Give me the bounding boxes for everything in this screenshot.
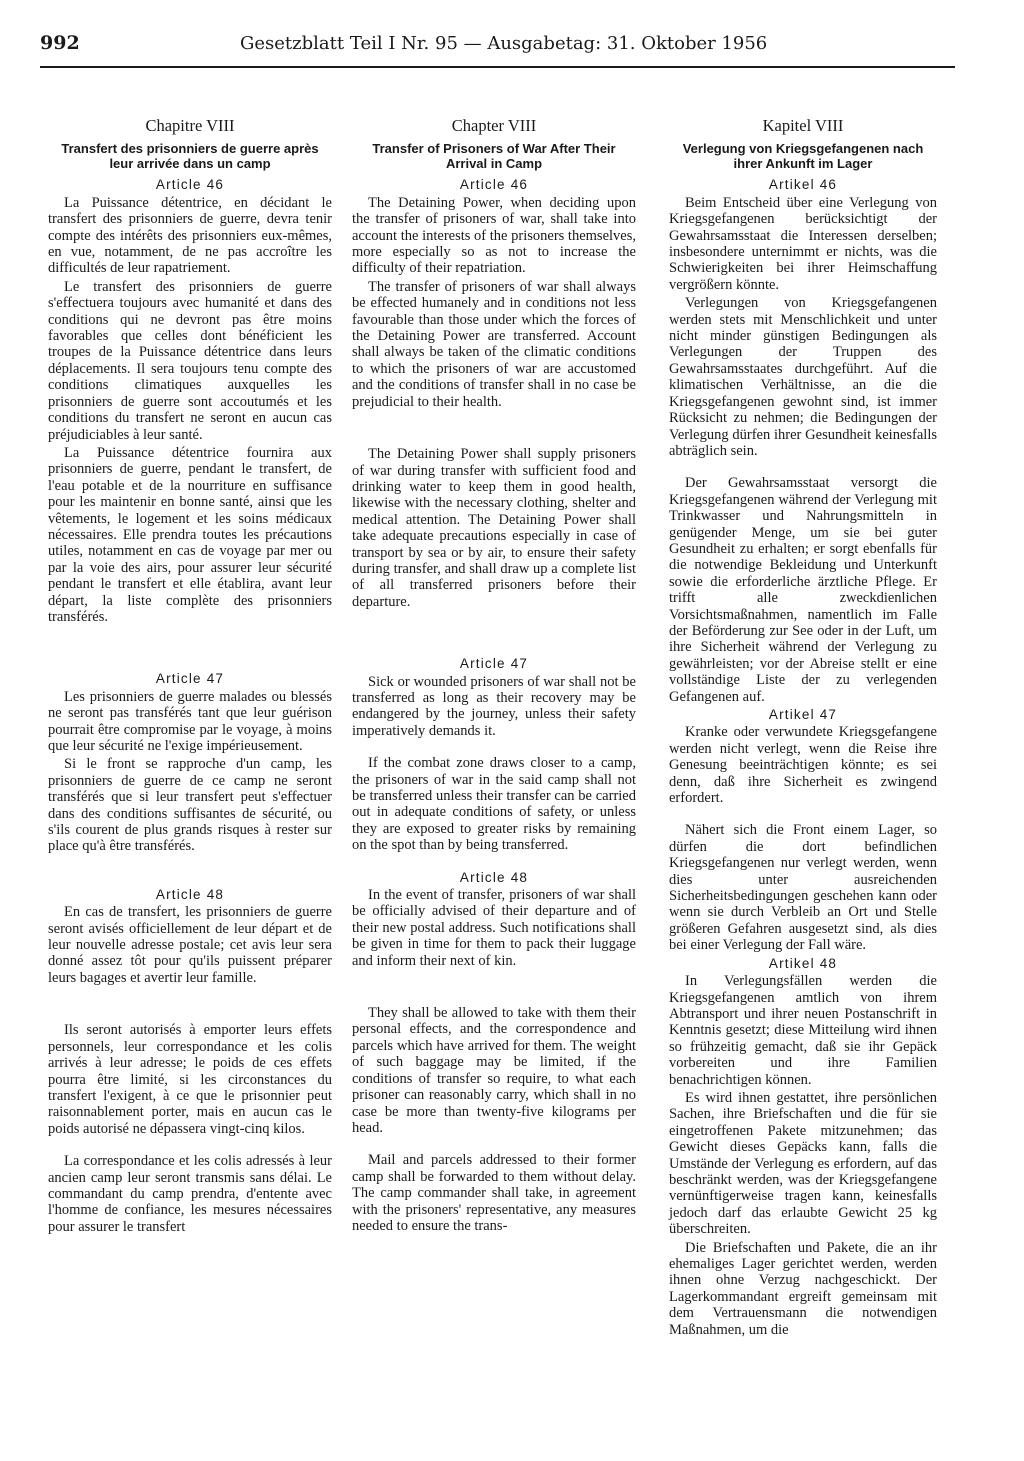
paragraph: The Detaining Power, when deciding upon the transfer of prisoners of war, shall take into account the interests of the prisoners themselves, more especially so as not to increase the difficulty of their repatriation. xyxy=(352,194,636,277)
chapter-subtitle: Verlegung von Kriegsgefangenen nach ihrer Ankunft im Lager xyxy=(682,141,924,172)
english-column xyxy=(352,115,636,1236)
page-header xyxy=(40,28,960,56)
paragraph: Die Briefschaften und Pakete, die an ihr ehemaliges Lager gerichtet werden, werden ihnen ohne Verzug nachgeschickt. Der Lagerkommandant ergreift gemeinsam mit dem Vertrauensmann die notwendigen Maßnahmen, um die xyxy=(669,1239,937,1338)
paragraph: En cas de transfert, les prisonniers de guerre seront avisés officiellement de leur départ et de leur nouvelle adresse postale; cet avis leur sera donné assez tôt pour qu'ils puissent préparer leurs bagages et avertir leur famille. xyxy=(48,904,332,986)
paragraph: Le transfert des prisonniers de guerre s'effectuera toujours avec humanité et dans des conditions qui ne devront pas être moins favorables que celles dont bénéficient les troupes de la Puissance détentrice dans leurs déplacements. Il sera toujours tenu compte des conditions climatiques auxquelles les prisonniers de guerre sont accoutumés et les conditions du transfert ne seront en aucun cas préjudiciables à leur santé. xyxy=(48,278,332,443)
paragraph: Der Gewahrsamsstaat versorgt die Kriegsgefangenen während der Verlegung mit Trinkwasser und Nahrungsmitteln in genügender Menge, um sie bei guter Gesundheit zu erhalten; er sorgt ebenfalls für die notwendige Bekleidung und Unterkunft sowie die erforderliche ärztliche Pflege. Er trifft alle zweckdienlichen Vorsichtsmaßnahmen, namentlich im Falle der Beförderung zur See oder in der Luft, um ihre Sicherheit während der Verlegung zu gewährleisten; vor der Abreise stellt er eine vollständige Liste der zu verlegenden Gefangenen auf. xyxy=(669,475,937,705)
article-47-heading: Artikel 47 xyxy=(768,707,838,722)
page-number: 992 xyxy=(40,32,80,54)
paragraph: Verlegungen von Kriegsgefangenen werden stets mit Menschlichkeit und unter nicht minder günstigen Bedingungen als Verlegungen der Truppen des Gewahrsamsstaates durchgeführt. Auf die klimatischen Verhältnisse, an die die Kriegsgefangenen gewohnt sind, ist immer Rücksicht zu nehmen; die Bedingungen der Verlegung dürfen ihrer Gesundheit keinesfalls abträglich sein. xyxy=(669,295,937,459)
article-48-heading: Article 48 xyxy=(155,886,225,902)
chapter-heading: Chapitre VIII xyxy=(145,116,235,135)
paragraph: Nähert sich die Front einem Lager, so dürfen die dort befindlichen Kriegsgefangenen nur verlegt werden, wenn dies unter ausreichenden Sicherheitsbedingungen geschehen kann oder wenn sie durch Verbleib an Ort und Stelle größeren Gefahren ausgesetzt sind, als dies bei einer Verlegung der Fall wäre. xyxy=(669,822,937,954)
paragraph: Kranke oder verwundete Kriegsgefangene werden nicht verlegt, wenn die Reise ihre Genesung beeinträchtigen könnte; es sei denn, daß ihre Sicherheit es zwingend erfordert. xyxy=(669,724,937,807)
french-column xyxy=(48,115,332,1237)
article-46-heading: Article 46 xyxy=(155,177,225,193)
paragraph: Sick or wounded prisoners of war shall not be transferred as long as their recovery may be endangered by the journey, unless their safety imperatively demands it. xyxy=(352,673,636,739)
paragraph: In Verlegungsfällen werden die Kriegsgefangenen amtlich von ihrem Abtransport und ihrer neuen Postanschrift in Kenntnis gesetzt; diese Mitteilung wird ihnen so frühzeitig gemacht, daß sie ihr Gepäck vorbereiten und ihre Familien benachrichtigen können. xyxy=(669,973,937,1088)
header-rule xyxy=(40,66,955,68)
article-47-heading: Article 47 xyxy=(459,656,529,672)
paragraph: If the combat zone draws closer to a camp, the prisoners of war in the said camp shall not be transferred unless their transfer can be carried out in adequate conditions of safety, or unless they are exposed to greater risks by remaining on the spot than by being transferred. xyxy=(352,755,636,854)
chapter-heading: Chapter VIII xyxy=(451,116,537,135)
paragraph: Mail and parcels addressed to their former camp shall be forwarded to them without delay. The camp commander shall take, in agreement with the prisoners' representative, any measures needed to ensure the trans- xyxy=(352,1152,636,1234)
chapter-subtitle: Transfer of Prisoners of War After Their Arrival in Camp xyxy=(372,141,616,172)
paragraph: The Detaining Power shall supply prisoners of war during transfer with sufficient food and drinking water to keep them in good health, likewise with the necessary clothing, shelter and medical attention. The Detaining Power shall take adequate precautions especially in case of transport by sea or by air, to ensure their safety during transfer, and shall draw up a complete list of all transferred prisoners before their departure. xyxy=(352,446,636,610)
paragraph: La Puissance détentrice fournira aux prisonniers de guerre, pendant le transfert, de l'eau potable et de la nourriture en suffisance pour les maintenir en bonne santé, ainsi que les vêtements, le logement et les soins médicaux nécessaires. Elle prendra toutes les précautions utiles, notamment en cas de voyage par mer ou par la voie des airs, pour assurer leur sécurité pendant le transfert et elle établira, avant leur départ, la liste complète des prisonniers transférés. xyxy=(48,444,332,625)
paragraph: Beim Entscheid über eine Verlegung von Kriegsgefangenen berücksichtigt der Gewahrsamsstaat die Interessen derselben; insbesondere unternimmt er nichts, was die Schwierigkeiten bei ihrer Heimschaffung vergrößern könnte. xyxy=(669,194,937,293)
paragraph: La Puissance détentrice, en décidant le transfert des prisonniers de guerre, devra tenir compte des intérêts des prisonniers eux-mêmes, en vue, notamment, de ne pas accroître les difficultés de leur rapatriement. xyxy=(48,194,332,277)
paragraph: Ils seront autorisés à emporter leurs effets personnels, leur correspondance et les colis arrivés à leur adresse; le poids de ces effets pourra être limité, si les circonstances du transfert l'exigent, à ce que le prisonnier peut raisonnablement porter, mais en aucun cas le poids autorisé ne dépassera vingt-cinq kilos. xyxy=(48,1022,332,1137)
header-title: Gesetzblatt Teil I Nr. 95 — Ausgabetag: 31. Oktober 1956 xyxy=(240,33,768,54)
paragraph: Les prisonniers de guerre malades ou blessés ne seront pas transférés tant que leur guérison pourrait être compromise par le voyage, à moins que leur sécurité ne l'exige impérieusement. xyxy=(48,688,332,754)
paragraph: La correspondance et les colis adressés à leur ancien camp leur seront transmis sans délai. Le commandant du camp prendra, d'entente avec l'homme de confiance, les mesures nécessaires pour assurer le transfert xyxy=(48,1153,332,1235)
article-46-heading: Artikel 46 xyxy=(768,177,838,193)
article-46-heading: Article 46 xyxy=(459,177,529,193)
paragraph: In the event of transfer, prisoners of war shall be officially advised of their departure and of their new postal address. Such notifications shall be given in time for them to pack their luggage and inform their next of kin. xyxy=(352,887,636,969)
article-47-heading: Article 47 xyxy=(155,671,225,687)
paragraph: Si le front se rapproche d'un camp, les prisonniers de guerre de ce camp ne seront transférés que si leur transfert peut s'effectuer dans des conditions suffisantes de sécurité, ou s'ils courent de plus grands risques à rester sur place qu'à être transférés. xyxy=(48,756,332,855)
article-48-heading: Artikel 48 xyxy=(768,955,838,971)
article-48-heading: Article 48 xyxy=(459,869,529,885)
chapter-subtitle: Transfert des prisonniers de guerre après leur arrivée dans un camp xyxy=(61,141,319,172)
paragraph: The transfer of prisoners of war shall always be effected humanely and in conditions not less favourable than those under which the forces of the Detaining Power are transferred. Account shall always be taken of the climatic conditions to which the prisoners of war are accustomed and the conditions of transfer shall in no case be prejudicial to their health. xyxy=(352,278,636,410)
paragraph: They shall be allowed to take with them their personal effects, and the correspondence and parcels which have arrived for them. The weight of such baggage may be limited, if the conditions of transfer so require, to what each prisoner can reasonably carry, which shall in no case be more than twenty-five kilograms per head. xyxy=(352,1005,636,1136)
german-column xyxy=(669,115,937,1340)
chapter-heading: Kapitel VIII xyxy=(762,116,844,135)
paragraph: Es wird ihnen gestattet, ihre persönlichen Sachen, ihre Briefschaften und die für sie eingetroffenen Pakete mitzunehmen; das Gewicht dieses Gepäcks kann, falls die Umstände der Verlegung es erfordern, auf das beschränkt werden, was der Kriegsgefangene vernünftigerweise tragen kann, keinesfalls jedoch darf das erlaubte Gewicht 25 kg überschreiten. xyxy=(669,1089,937,1238)
